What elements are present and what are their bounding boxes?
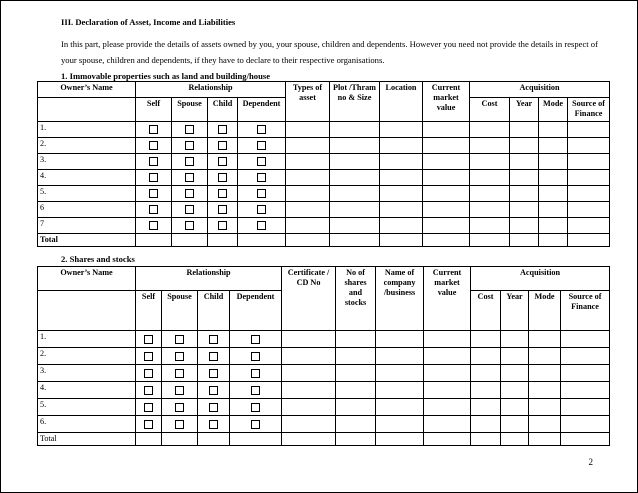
entry-cell[interactable] <box>286 186 330 202</box>
entry-cell[interactable] <box>561 382 610 399</box>
spouse-cell <box>172 170 208 186</box>
child-cell <box>208 202 238 218</box>
self-cell <box>136 154 172 170</box>
entry-cell[interactable] <box>330 186 380 202</box>
entry-cell[interactable] <box>380 170 423 186</box>
table-row <box>38 218 610 234</box>
table-row <box>38 348 610 365</box>
entry-cell[interactable] <box>568 170 610 186</box>
spouse-cell <box>162 399 198 416</box>
entry-cell[interactable] <box>282 365 336 382</box>
child-checkbox[interactable] <box>209 403 218 412</box>
entry-cell[interactable] <box>380 186 423 202</box>
self-checkbox[interactable] <box>149 189 158 198</box>
spouse-checkbox[interactable] <box>185 141 194 150</box>
spouse-cell <box>162 416 198 433</box>
spouse-cell <box>172 218 208 234</box>
spouse-checkbox[interactable] <box>185 189 194 198</box>
entry-cell[interactable] <box>471 348 501 365</box>
entry-cell[interactable] <box>471 382 501 399</box>
dependent-cell <box>238 122 286 138</box>
child-cell <box>198 331 230 348</box>
spouse-checkbox[interactable] <box>175 369 184 378</box>
page-number: 2 <box>588 457 593 467</box>
self-header: Self <box>136 291 162 331</box>
year-header: Year <box>510 98 539 122</box>
entry-cell[interactable] <box>539 154 568 170</box>
table-row <box>38 186 610 202</box>
entry-cell[interactable] <box>568 218 610 234</box>
dependent-checkbox[interactable] <box>257 157 266 166</box>
spouse-cell <box>172 202 208 218</box>
dependent-cell <box>238 202 286 218</box>
dependent-checkbox[interactable] <box>257 141 266 150</box>
self-checkbox[interactable] <box>144 403 153 412</box>
entry-cell[interactable] <box>286 138 330 154</box>
spouse-checkbox[interactable] <box>175 386 184 395</box>
row-label: 6 <box>38 202 136 218</box>
child-checkbox[interactable] <box>209 369 218 378</box>
entry-cell[interactable] <box>336 348 376 365</box>
row-label: 2. <box>38 138 136 154</box>
child-cell <box>198 365 230 382</box>
entry-cell[interactable] <box>330 202 380 218</box>
dependent-checkbox[interactable] <box>251 369 260 378</box>
spouse-cell <box>172 154 208 170</box>
dependent-checkbox[interactable] <box>251 335 260 344</box>
entry-cell[interactable] <box>423 138 470 154</box>
entry-cell[interactable] <box>380 202 423 218</box>
dependent-checkbox[interactable] <box>251 403 260 412</box>
section-heading: III. Declaration of Asset, Income and Liabilities <box>61 17 236 27</box>
dependent-checkbox[interactable] <box>257 189 266 198</box>
entry-cell[interactable] <box>471 399 501 416</box>
entry-cell[interactable] <box>501 382 529 399</box>
entry-cell[interactable] <box>282 399 336 416</box>
table-row <box>38 122 610 138</box>
dependent-checkbox[interactable] <box>257 173 266 182</box>
dependent-checkbox[interactable] <box>251 352 260 361</box>
acquisition-header: Acquisition <box>471 267 610 291</box>
dependent-header: Dependent <box>230 291 282 331</box>
dependent-cell <box>230 348 282 365</box>
child-header: Child <box>208 98 238 122</box>
entry-cell[interactable] <box>380 218 423 234</box>
table-row <box>38 365 610 382</box>
entry-cell[interactable] <box>330 170 380 186</box>
spouse-cell <box>172 138 208 154</box>
current-value-header: Current market value <box>423 82 470 122</box>
spouse-checkbox[interactable] <box>185 205 194 214</box>
entry-cell[interactable] <box>282 331 336 348</box>
table-row <box>38 154 610 170</box>
child-cell <box>198 348 230 365</box>
entry-cell[interactable] <box>336 399 376 416</box>
source-header: Source of Finance <box>561 291 610 331</box>
entry-cell[interactable] <box>423 202 470 218</box>
entry-cell[interactable] <box>286 154 330 170</box>
entry-cell[interactable] <box>336 382 376 399</box>
relationship-header: Relationship <box>136 267 282 291</box>
spouse-cell <box>162 382 198 399</box>
self-checkbox[interactable] <box>149 173 158 182</box>
table-row <box>38 382 610 399</box>
dependent-checkbox[interactable] <box>257 125 266 134</box>
entry-cell[interactable] <box>380 154 423 170</box>
entry-cell[interactable] <box>470 202 510 218</box>
entry-cell[interactable] <box>423 122 470 138</box>
plot-header: Plot /Thram no & Size <box>330 82 380 122</box>
child-checkbox[interactable] <box>218 141 227 150</box>
entry-cell[interactable] <box>529 416 561 433</box>
entry-cell[interactable] <box>470 186 510 202</box>
spouse-header: Spouse <box>172 98 208 122</box>
source-header: Source of Finance <box>568 98 610 122</box>
child-checkbox[interactable] <box>218 205 227 214</box>
location-header: Location <box>380 82 423 122</box>
self-cell <box>136 365 162 382</box>
entry-cell[interactable] <box>470 154 510 170</box>
child-checkbox[interactable] <box>218 173 227 182</box>
self-cell <box>136 170 172 186</box>
table-row <box>38 170 610 186</box>
spouse-header: Spouse <box>162 291 198 331</box>
child-cell <box>208 122 238 138</box>
entry-cell[interactable] <box>568 186 610 202</box>
child-checkbox[interactable] <box>209 386 218 395</box>
entry-cell[interactable] <box>376 348 424 365</box>
entry-cell[interactable] <box>501 416 529 433</box>
entry-cell[interactable] <box>423 186 470 202</box>
immovable-table <box>37 81 610 247</box>
dependent-cell <box>230 399 282 416</box>
table-row <box>38 138 610 154</box>
row-label: 1. <box>38 331 136 348</box>
table-row <box>38 331 610 348</box>
entry-cell[interactable] <box>470 218 510 234</box>
entry-cell[interactable] <box>539 218 568 234</box>
entry-cell[interactable] <box>424 348 471 365</box>
cost-header: Cost <box>470 98 510 122</box>
spouse-checkbox[interactable] <box>185 157 194 166</box>
dependent-cell <box>238 186 286 202</box>
entry-cell[interactable] <box>423 170 470 186</box>
immovable-title: 1. Immovable properties such as land and building/house <box>61 71 271 81</box>
self-checkbox[interactable] <box>149 157 158 166</box>
entry-cell[interactable] <box>286 170 330 186</box>
spouse-checkbox[interactable] <box>175 352 184 361</box>
spouse-checkbox[interactable] <box>175 420 184 429</box>
self-checkbox[interactable] <box>144 335 153 344</box>
spouse-cell <box>172 186 208 202</box>
entry-cell[interactable] <box>330 154 380 170</box>
row-label: 2. <box>38 348 136 365</box>
dependent-cell <box>238 154 286 170</box>
self-checkbox[interactable] <box>149 221 158 230</box>
shares-count-header: No of shares and stocks <box>336 267 376 331</box>
self-cell <box>136 122 172 138</box>
entry-cell[interactable] <box>539 138 568 154</box>
entry-cell[interactable] <box>376 331 424 348</box>
self-header: Self <box>136 98 172 122</box>
entry-cell[interactable] <box>282 382 336 399</box>
row-label: 5. <box>38 186 136 202</box>
row-label: 4. <box>38 170 136 186</box>
self-cell <box>136 331 162 348</box>
entry-cell[interactable] <box>286 202 330 218</box>
child-cell <box>198 382 230 399</box>
entry-cell[interactable] <box>330 218 380 234</box>
acquisition-header: Acquisition <box>470 82 610 98</box>
row-label: 6. <box>38 416 136 433</box>
row-label: 7 <box>38 218 136 234</box>
owner-subheader <box>38 98 136 122</box>
spouse-checkbox[interactable] <box>185 221 194 230</box>
dependent-checkbox[interactable] <box>251 386 260 395</box>
entry-cell[interactable] <box>561 399 610 416</box>
mode-header: Mode <box>539 98 568 122</box>
entry-cell[interactable] <box>282 348 336 365</box>
spouse-cell <box>162 365 198 382</box>
self-cell <box>136 218 172 234</box>
self-cell <box>136 138 172 154</box>
child-cell <box>208 186 238 202</box>
child-checkbox[interactable] <box>218 157 227 166</box>
spouse-checkbox[interactable] <box>175 335 184 344</box>
entry-cell[interactable] <box>501 331 529 348</box>
shares-table <box>37 266 610 446</box>
mode-header: Mode <box>529 291 561 331</box>
dependent-cell <box>238 138 286 154</box>
entry-cell[interactable] <box>568 202 610 218</box>
child-cell <box>198 399 230 416</box>
year-header: Year <box>501 291 529 331</box>
child-checkbox[interactable] <box>218 221 227 230</box>
self-cell <box>136 382 162 399</box>
shares-title: 2. Shares and stocks <box>61 254 135 264</box>
child-checkbox[interactable] <box>209 420 218 429</box>
self-checkbox[interactable] <box>144 352 153 361</box>
current-value-header: Current market value <box>424 267 471 331</box>
entry-cell[interactable] <box>471 365 501 382</box>
spouse-checkbox[interactable] <box>175 403 184 412</box>
entry-cell[interactable] <box>510 218 539 234</box>
entry-cell[interactable] <box>424 365 471 382</box>
entry-cell[interactable] <box>529 348 561 365</box>
entry-cell[interactable] <box>561 416 610 433</box>
dependent-cell <box>238 170 286 186</box>
spouse-cell <box>172 122 208 138</box>
entry-cell[interactable] <box>336 416 376 433</box>
self-cell <box>136 202 172 218</box>
entry-cell[interactable] <box>529 331 561 348</box>
entry-cell[interactable] <box>539 170 568 186</box>
entry-cell[interactable] <box>529 365 561 382</box>
child-cell <box>208 218 238 234</box>
row-label: 3. <box>38 365 136 382</box>
child-cell <box>198 416 230 433</box>
entry-cell[interactable] <box>568 138 610 154</box>
spouse-checkbox[interactable] <box>185 125 194 134</box>
row-label: 4. <box>38 382 136 399</box>
dependent-checkbox[interactable] <box>257 221 266 230</box>
owner-subheader <box>38 291 136 331</box>
child-checkbox[interactable] <box>218 189 227 198</box>
entry-cell[interactable] <box>424 416 471 433</box>
dependent-cell <box>230 365 282 382</box>
child-checkbox[interactable] <box>209 352 218 361</box>
self-checkbox[interactable] <box>144 386 153 395</box>
dependent-header: Dependent <box>238 98 286 122</box>
entry-cell[interactable] <box>424 399 471 416</box>
entry-cell[interactable] <box>561 348 610 365</box>
dependent-checkbox[interactable] <box>251 420 260 429</box>
total-label: Total <box>38 433 136 446</box>
entry-cell[interactable] <box>376 399 424 416</box>
entry-cell[interactable] <box>539 202 568 218</box>
table-row <box>38 202 610 218</box>
company-header: Name of company /business <box>376 267 424 331</box>
entry-cell[interactable] <box>501 399 529 416</box>
child-cell <box>208 138 238 154</box>
child-cell <box>208 170 238 186</box>
entry-cell[interactable] <box>423 154 470 170</box>
spouse-cell <box>162 331 198 348</box>
entry-cell[interactable] <box>286 122 330 138</box>
entry-cell[interactable] <box>539 186 568 202</box>
self-checkbox[interactable] <box>149 125 158 134</box>
entry-cell[interactable] <box>510 154 539 170</box>
entry-cell[interactable] <box>510 122 539 138</box>
dependent-cell <box>230 416 282 433</box>
entry-cell[interactable] <box>336 365 376 382</box>
relationship-header: Relationship <box>136 82 286 98</box>
entry-cell[interactable] <box>330 138 380 154</box>
cost-header: Cost <box>471 291 501 331</box>
table-row <box>38 416 610 433</box>
entry-cell[interactable] <box>470 170 510 186</box>
self-checkbox[interactable] <box>144 369 153 378</box>
entry-cell[interactable] <box>282 416 336 433</box>
self-cell <box>136 186 172 202</box>
entry-cell[interactable] <box>568 122 610 138</box>
entry-cell[interactable] <box>501 348 529 365</box>
entry-cell[interactable] <box>286 218 330 234</box>
entry-cell[interactable] <box>501 365 529 382</box>
entry-cell[interactable] <box>471 331 501 348</box>
entry-cell[interactable] <box>561 365 610 382</box>
entry-cell[interactable] <box>510 202 539 218</box>
self-cell <box>136 348 162 365</box>
child-checkbox[interactable] <box>218 125 227 134</box>
dependent-cell <box>230 331 282 348</box>
total-label: Total <box>38 234 136 247</box>
self-cell <box>136 399 162 416</box>
child-header: Child <box>198 291 230 331</box>
entry-cell[interactable] <box>376 365 424 382</box>
entry-cell[interactable] <box>510 170 539 186</box>
spouse-checkbox[interactable] <box>185 173 194 182</box>
entry-cell[interactable] <box>529 399 561 416</box>
entry-cell[interactable] <box>336 331 376 348</box>
owner-header: Owner’s Name <box>38 82 136 98</box>
entry-cell[interactable] <box>380 138 423 154</box>
certificate-header: Certificate / CD No <box>282 267 336 331</box>
entry-cell[interactable] <box>510 186 539 202</box>
spouse-cell <box>162 348 198 365</box>
table-row <box>38 399 610 416</box>
entry-cell[interactable] <box>330 122 380 138</box>
child-cell <box>208 154 238 170</box>
entry-cell[interactable] <box>376 416 424 433</box>
self-cell <box>136 416 162 433</box>
entry-cell[interactable] <box>470 122 510 138</box>
dependent-cell <box>238 218 286 234</box>
entry-cell[interactable] <box>424 382 471 399</box>
row-label: 5. <box>38 399 136 416</box>
entry-cell[interactable] <box>510 138 539 154</box>
entry-cell[interactable] <box>568 154 610 170</box>
entry-cell[interactable] <box>470 138 510 154</box>
entry-cell[interactable] <box>529 382 561 399</box>
row-label: 1. <box>38 122 136 138</box>
entry-cell[interactable] <box>471 416 501 433</box>
entry-cell[interactable] <box>380 122 423 138</box>
entry-cell[interactable] <box>423 218 470 234</box>
row-label: 3. <box>38 154 136 170</box>
self-checkbox[interactable] <box>149 205 158 214</box>
entry-cell[interactable] <box>424 331 471 348</box>
self-checkbox[interactable] <box>144 420 153 429</box>
entry-cell[interactable] <box>561 331 610 348</box>
types-header: Types of asset <box>286 82 330 122</box>
entry-cell[interactable] <box>376 382 424 399</box>
self-checkbox[interactable] <box>149 141 158 150</box>
owner-header: Owner’s Name <box>38 267 136 291</box>
child-checkbox[interactable] <box>209 335 218 344</box>
intro-text: In this part, please provide the details of assets owned by you, your spouse, children and dependents. However you need not provide the details in respect of your spouse, children and dependents, if they have to declare to their respective organisations. <box>61 39 598 65</box>
dependent-cell <box>230 382 282 399</box>
dependent-checkbox[interactable] <box>257 205 266 214</box>
entry-cell[interactable] <box>539 122 568 138</box>
